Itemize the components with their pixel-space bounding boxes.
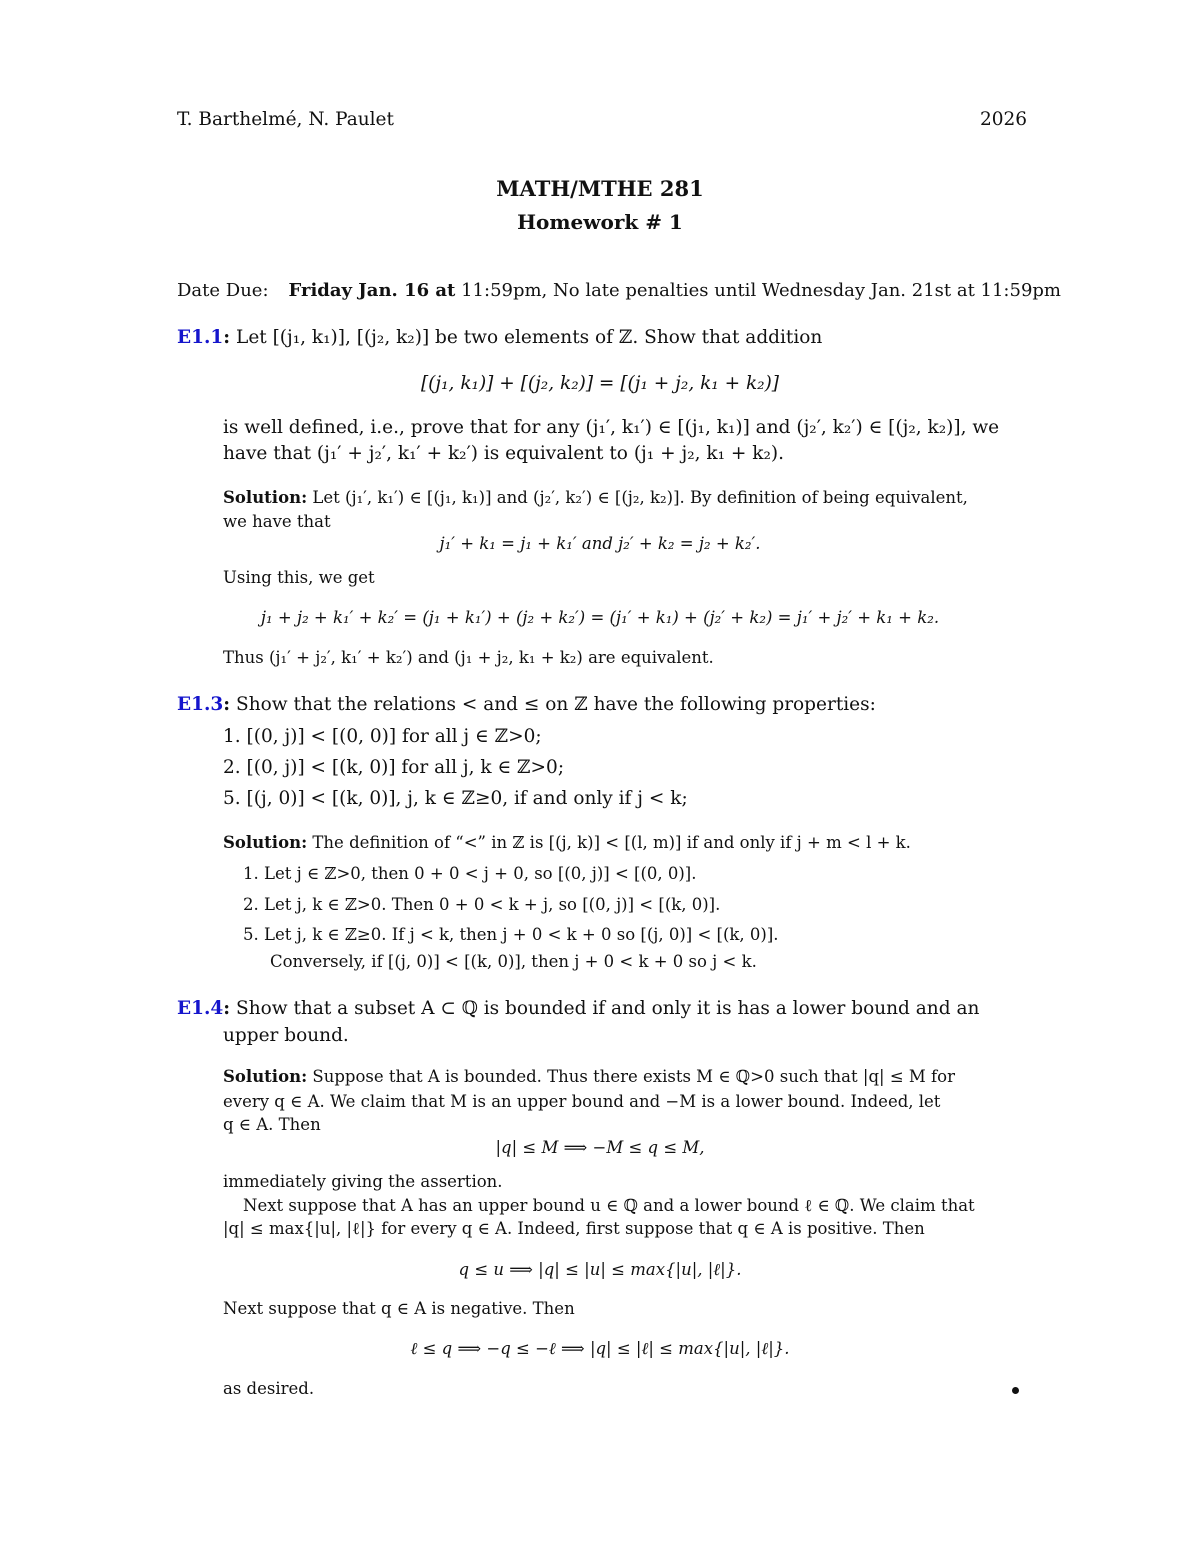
solution-text: Thus (j₁′ + j₂′, k₁′ + k₂′) and (j₁ + j₂, k₁ + k₂) are equivalent. <box>223 648 714 667</box>
equation: |q| ≤ M ⟹ −M ≤ q ≤ M, <box>495 1138 705 1157</box>
exercise-text: have that (j₁′ + j₂′, k₁′ + k₂′) is equivalent to (j₁ + j₂, k₁ + k₂). <box>223 443 784 464</box>
due-date-line <box>177 280 1061 303</box>
exercise-label: E1.4 <box>177 998 224 1019</box>
solution-text: as desired. <box>223 1379 315 1398</box>
list-item: 2. [(0, j)] < [(k, 0)] for all j, k ∈ ℤ>0; <box>223 757 565 778</box>
list-item: 5. [(j, 0)] < [(k, 0)], j, k ∈ ℤ≥0, if and only if j < k; <box>223 788 688 809</box>
equation: ℓ ≤ q ⟹ −q ≤ −ℓ ⟹ |q| ≤ |ℓ| ≤ max{|u|, |ℓ|}. <box>410 1339 790 1358</box>
exercise-label: E1.1 <box>177 327 224 348</box>
equation: j₁ + j₂ + k₁′ + k₂′ = (j₁ + k₁′) + (j₂ + k₂′) = (j₁′ + k₁) + (j₂′ + k₂) = j₁′ + j₂′ + k₁ + k₂. <box>260 608 940 627</box>
solution-text: q ∈ A. Then <box>223 1115 321 1134</box>
list-item: 2. Let j, k ∈ ℤ>0. Then 0 + 0 < k + j, so [(0, j)] < [(k, 0)]. <box>243 895 721 914</box>
solution-text: Using this, we get <box>223 568 375 587</box>
solution-text: |q| ≤ max{|u|, |ℓ|} for every q ∈ A. Indeed, first suppose that q ∈ A is positive. Then <box>223 1219 925 1238</box>
exercise-text: upper bound. <box>223 1025 349 1046</box>
exercise-e1-4-statement: E1.4: Show that a subset A ⊂ ℚ is bounded if and only it is has a lower bound and an <box>177 998 980 1019</box>
solution-text: immediately giving the assertion. <box>223 1172 503 1191</box>
list-item: 1. Let j ∈ ℤ>0, then 0 + 0 < j + 0, so [(0, j)] < [(0, 0)]. <box>243 864 697 883</box>
solution-text: Next suppose that A has an upper bound u ∈ ℚ and a lower bound ℓ ∈ ℚ. We claim that <box>243 1196 975 1215</box>
homework-title: Homework # 1 <box>517 210 683 234</box>
exercise-text: is well defined, i.e., prove that for any (j₁′, k₁′) ∈ [(j₁, k₁)] and (j₂′, k₂′) ∈ [(j₂, k₂)], we <box>223 417 1000 438</box>
list-item: 5. Let j, k ∈ ℤ≥0. If j < k, then j + 0 < k + 0 so [(j, 0)] < [(k, 0)]. <box>243 925 779 944</box>
due-date-bold: Friday Jan. 16 at <box>288 280 456 301</box>
solution-label: Solution: <box>223 488 308 507</box>
equation: q ≤ u ⟹ |q| ≤ |u| ≤ max{|u|, |ℓ|}. <box>458 1260 742 1279</box>
equation: j₁′ + k₁ = j₁ + k₁′ and j₂′ + k₂ = j₂ + k₂′. <box>439 534 761 553</box>
solution-label: Solution: <box>223 1067 308 1086</box>
exercise-e1-1-statement: E1.1: Let [(j₁, k₁)], [(j₂, k₂)] be two elements of ℤ. Show that addition <box>177 327 823 348</box>
solution-text: we have that <box>223 512 331 531</box>
solution-text: Solution: The definition of “<” in ℤ is [(j, k)] < [(l, m)] if and only if j + m < l + k. <box>223 833 911 852</box>
course-title: MATH/MTHE 281 <box>496 176 704 201</box>
solution-text: every q ∈ A. We claim that M is an upper bound and −M is a lower bound. Indeed, let <box>223 1092 941 1111</box>
equation: [(j₁, k₁)] + [(j₂, k₂)] = [(j₁ + j₂, k₁ + k₂)] <box>420 373 780 394</box>
exercise-e1-3-statement: E1.3: Show that the relations < and ≤ on ℤ have the following properties: <box>177 694 876 715</box>
solution-text: Next suppose that q ∈ A is negative. Then <box>223 1299 575 1318</box>
due-label: Date Due: <box>177 280 269 301</box>
solution-text: Solution: Let (j₁′, k₁′) ∈ [(j₁, k₁)] and (j₂′, k₂′) ∈ [(j₂, k₂)]. By definition of being equivalent, <box>223 488 968 507</box>
due-date-rest: 11:59pm, No late penalties until Wednesday Jan. 21st at 11:59pm <box>455 280 1061 301</box>
list-item: Conversely, if [(j, 0)] < [(k, 0)], then j + 0 < k + 0 so j < k. <box>270 952 757 971</box>
solution-text: Solution: Suppose that A is bounded. Thus there exists M ∈ ℚ>0 such that |q| ≤ M for <box>223 1067 955 1086</box>
solution-label: Solution: <box>223 833 308 852</box>
year: 2026 <box>980 109 1028 130</box>
end-of-proof-bullet <box>1012 1387 1019 1394</box>
exercise-label: E1.3 <box>177 694 224 715</box>
list-item: 1. [(0, j)] < [(0, 0)] for all j ∈ ℤ>0; <box>223 726 542 747</box>
author-names: T. Barthelmé, N. Paulet <box>177 109 394 130</box>
